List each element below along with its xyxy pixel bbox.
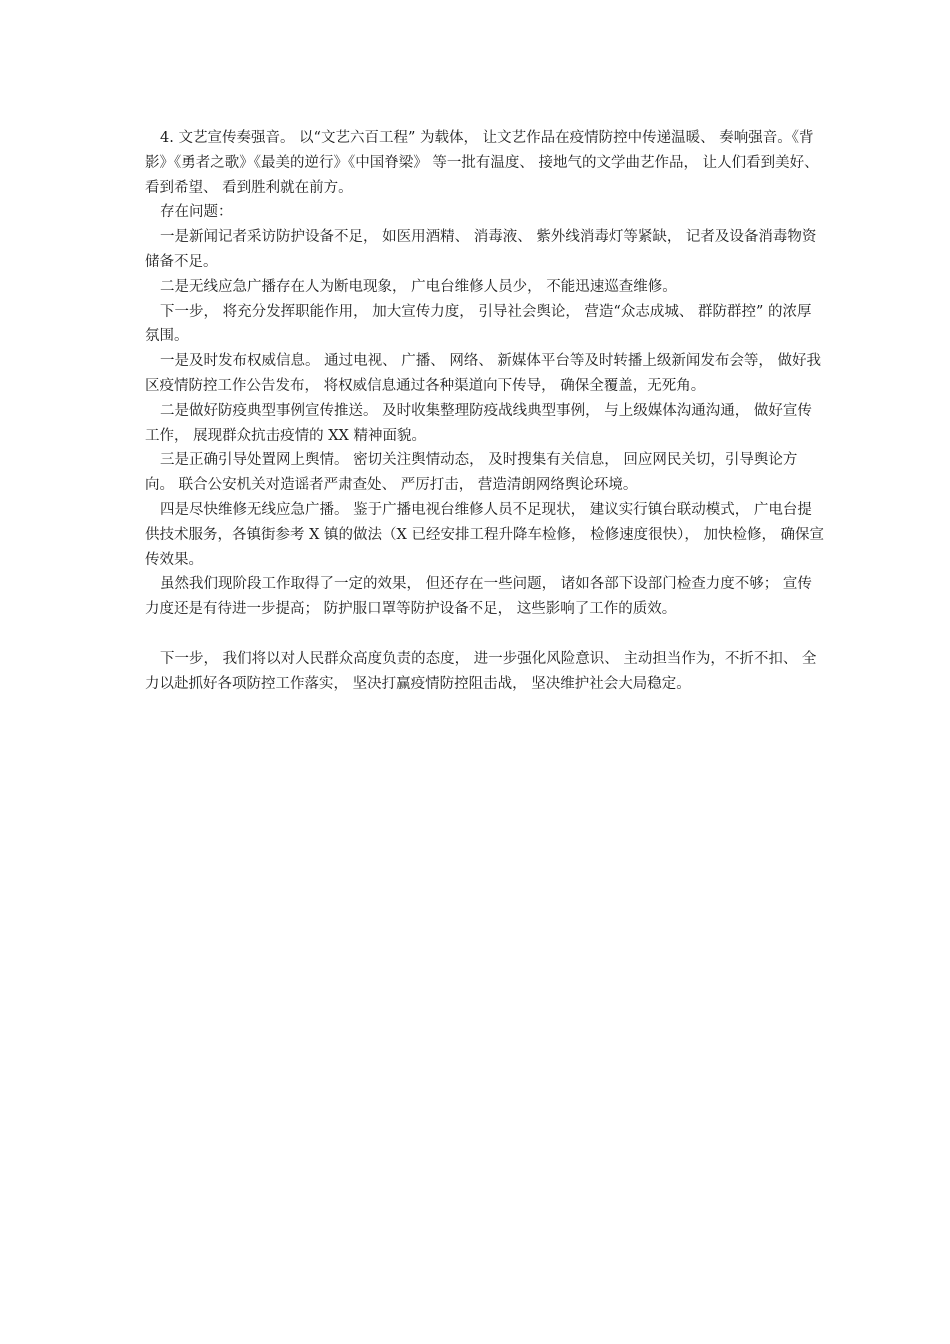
paragraph-repair-broadcast: 四是尽快维修无线应急广播。 鉴于广播电视台维修人员不足现状， 建议实行镇台联动模式， 广电台提供技术服务，各镇街参考 X 镇的做法（X 已经安排工程升降车检修， 检修速度很快）， 加快检修， 确保宣传效果。 — [145, 501, 825, 568]
paragraph-online-public-opinion: 三是正确引导处置网上舆情。 密切关注舆情动态， 及时搜集有关信息， 回应网民关切，引导舆论方向。 联合公安机关对造谣者严肃查处、 严厉打击， 营造清朗网络舆论环境。 — [145, 452, 798, 494]
paragraph-release-authoritative-info: 一是及时发布权威信息。 通过电视、 广播、 网络、 新媒体平台等及时转播上级新闻发布会等， 做好我区疫情防控工作公告发布， 将权威信息通过各种渠道向下传导， 确保全覆盖，无死角。 — [145, 353, 822, 394]
paragraph-conclusion: 下一步， 我们将以对人民群众高度负责的态度， 进一步强化风险意识、 主动担当作为，不折不扣、 全力以赴抓好各项防控工作落实， 坚决打赢疫情防控阻击战， 坚决维护社会大局稳定。 — [145, 650, 817, 692]
paragraph-problem-emergency-broadcast: 二是无线应急广播存在人为断电现象， 广电台维修人员少， 不能迅速巡查维修。 — [160, 278, 677, 295]
paragraph-summary-problems: 虽然我们现阶段工作取得了一定的效果， 但还存在一些问题， 诸如各部下设部门检查力度不够； 宣传力度还是有待进一步提高； 防护服口罩等防护设备不足， 这些影响了工作的质效。 — [145, 576, 812, 618]
paragraph-typical-cases-promotion: 二是做好防疫典型事例宣传推送。 及时收集整理防疫战线典型事例， 与上级媒体沟通沟通， 做好宣传工作， 展现群众抗击疫情的 XX 精神面貌。 — [145, 402, 812, 444]
paragraph-problem-protective-equipment: 一是新闻记者采访防护设备不足， 如医用酒精、 消毒液、 紫外线消毒灯等紧缺， 记者及设备消毒物资储备不足。 — [145, 229, 817, 270]
document-body — [145, 126, 825, 696]
paragraph-existing-problems-heading: 存在问题： — [160, 204, 233, 221]
paragraph-literary-promotion: 4. 文艺宣传奏强音。 以“文艺六百工程” 为载体， 让文艺作品在疫情防控中传递温暖、 奏响强音。《背影》《勇者之歌》《最美的逆行》《中国脊梁》 等一批有温度、 接地气的文学曲艺作品， 让人们看到美好、 看到希望、 看到胜利就在前方。 — [145, 130, 819, 196]
paragraph-next-steps-intro: 下一步， 将充分发挥职能作用， 加大宣传力度， 引导社会舆论， 营造“众志成城、 群防群控” 的浓厚氛围。 — [145, 303, 812, 345]
